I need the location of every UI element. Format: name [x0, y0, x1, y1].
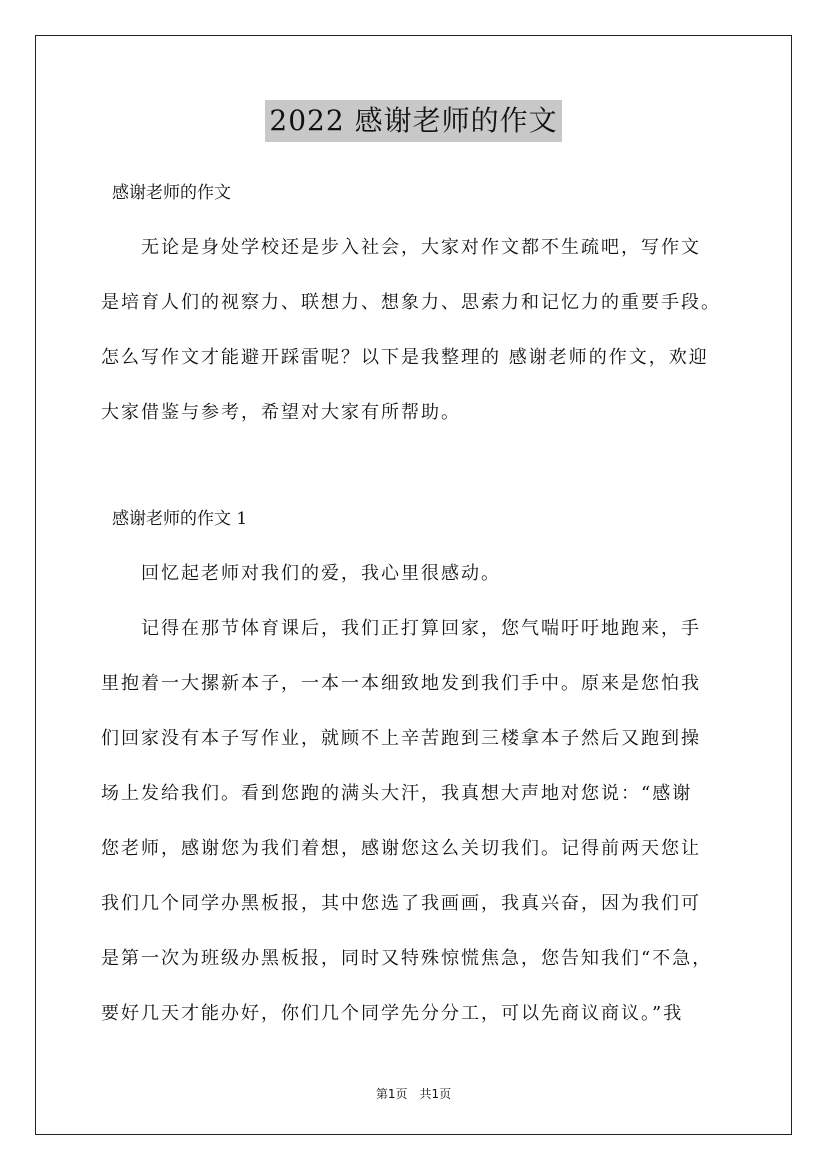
text-line: 大家借鉴与参考，希望对大家有所帮助。	[101, 402, 461, 423]
intro-paragraph	[101, 233, 741, 453]
body-paragraph	[101, 559, 741, 1054]
text-line: 回忆起老师对我们的爱，我心里很感动。	[101, 563, 501, 584]
text-line: 您老师，感谢您为我们着想，感谢您这么关切我们。记得前两天您让	[101, 838, 701, 859]
text-line: 无论是身处学校还是步入社会，大家对作文都不生疏吧，写作文	[101, 237, 701, 258]
text-line: 怎么写作文才能避开踩雷呢？以下是我整理的 感谢老师的作文，欢迎	[101, 347, 709, 368]
text-line: 是培育人们的视察力、联想力、想象力、思索力和记忆力的重要手段。	[101, 292, 721, 313]
document-title: 2022 感谢老师的作文	[265, 100, 561, 142]
section-heading: 感谢老师的作文	[112, 183, 231, 203]
text-line: 是第一次为班级办黑板报，同时又特殊惊慌焦急，您告知我们“不急，	[101, 948, 713, 969]
text-line: 要好几天才能办好，你们几个同学先分分工，可以先商议商议。”我	[101, 1003, 684, 1024]
text-line: 场上发给我们。看到您跑的满头大汗，我真想大声地对您说：“感谢	[101, 783, 693, 804]
text-line: 里抱着一大摞新本子，一本一本细致地发到我们手中。原来是您怕我	[101, 673, 701, 694]
page-footer: 第1页 共1页	[375, 1087, 452, 1101]
text-line: 记得在那节体育课后，我们正打算回家，您气喘吁吁地跑来，手	[101, 618, 701, 639]
title-container	[0, 100, 827, 142]
text-line: 我们几个同学办黑板报，其中您选了我画画，我真兴奋，因为我们可	[101, 893, 701, 914]
text-line: 们回家没有本子写作业，就顾不上辛苦跑到三楼拿本子然后又跑到操	[101, 728, 701, 749]
section-heading: 感谢老师的作文 1	[112, 509, 248, 529]
